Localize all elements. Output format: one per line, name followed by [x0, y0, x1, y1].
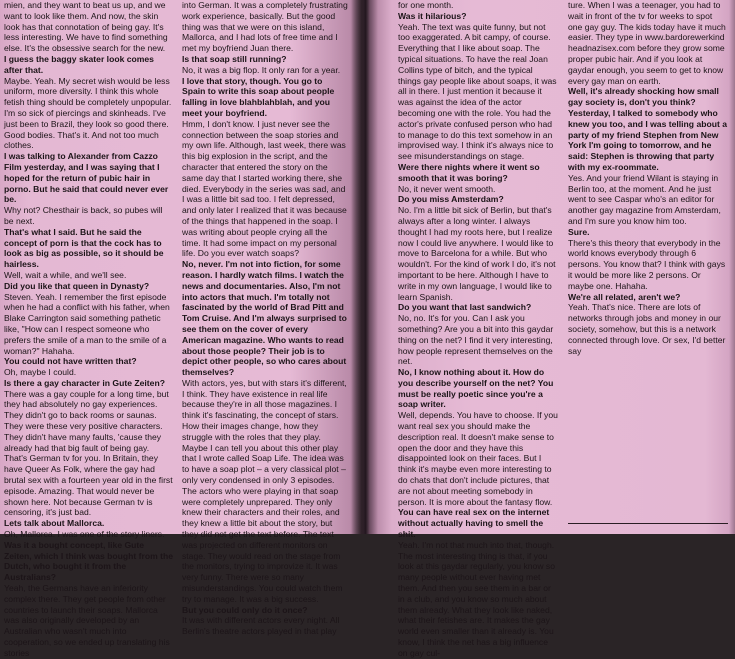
- interview-answer: No, no. It's for you. Can I ask you something? Are you a bit into this gaydar thing on the net? I find it very interesting, how people represent themselves on the net.: [398, 313, 554, 367]
- interview-question: No, never. I'm not into fiction, for some reason. I hardly watch films. I watch the news and documentaries. Also, I'm not into actors that much. I'm totally not fascinated by the world of Brad Pitt and Tom Cruise. And I'm always surprised to see them on the cover of every American magazine. Who wants to read about those people? Their job is to depict other people, so who cares about themselves?: [182, 259, 347, 378]
- interview-answer: There was a gay couple for a long time, but they had absolutely no gay experiences. They didn't go to back rooms or saunas. They were these very positive characters. They didn't have many faults, 'cause they already had that big fault of being gay. That's German tv for you. In Britain, they have Queer As Folk, where the gay had brutal sex with a fourteen year old in the first episode. Amazing. That would never be shown here. Not because German tv is censoring, it's just bad.: [4, 388, 173, 518]
- text-column-3: [398, 0, 558, 658]
- interview-answer: No. I'm a little bit sick of Berlin, but that's always after a long winter. I always thought I had my roots here, but I realize now I could live anywhere. I would like to move to Barcelona for a while. But who wouldn't. For the kind of work I do, it's not important to be here. Although I have to write in my own language, I would like to learn Spanish.: [398, 205, 556, 302]
- interview-answer: Yeah. I'm not that much into that, though. The most interesting thing is that, if you look at this gaydar regularly, you know so many people without ever having met them. And then you see them in a bar or in a club, and you know so much about them already. What they look like naked, what their fetishes are. It makes the gay world even smaller than it already is. You know, I think the net has a big influence on gay cul-: [398, 539, 555, 658]
- interview-question: Well, it's already shocking how small gay society is, don't you think? Yesterday, I talked to somebody who knew you too, and I was telling about a party of my friend Stephen from New York I'm going to tomorrow, and he said: Stephen is throwing that party with my ex-roommate.: [568, 86, 728, 172]
- interview-question: Sure.: [568, 226, 590, 237]
- interview-question: I guess the baggy skater look comes after that.: [4, 53, 154, 75]
- interview-answer: Hmm, I don't know. I just never see the connection between the soap stories and my own life. Although, last week, there was this big explosion in the script, and the character that entered the story on the same day that I started working there, she died. Everybody in the series was sad, and I was a little bit sad too. I felt depressed, and only later I realized that it was because of the things that happened in the soap. I was writing about people crying all the time. It had some impact on my personal life. Do you ever watch soaps?: [182, 118, 347, 259]
- interview-question: Do you want that last sandwich?: [398, 302, 532, 313]
- interview-answer: Steven. Yeah. I remember the first episode when he had a conflict with his father, when Blake Carrington said something pathetic like, "How can I respect someone who prefers the smile of a man to the smile of a woman?" Hahaha.: [4, 291, 170, 356]
- page-gutter: [350, 0, 378, 534]
- interview-answer: Oh, Mallorca. I was one of the story liners.: [4, 529, 165, 540]
- interview-question: Was it a bought concept, like Gute Zeiten, which I think was bought from the Dutch, who bought it from the Australians?: [4, 539, 174, 583]
- text-column-1: [4, 0, 174, 658]
- interview-question: You can have real sex on the internet without actually having to smell the shit.: [398, 507, 550, 540]
- interview-answer: There's this theory that everybody in the world knows everybody through 6 persons. You know that? I think with gays it would be more like 2 persons. Or maybe one. Hahaha.: [568, 237, 726, 291]
- interview-question: Were there nights where it went so smooth that it was boring?: [398, 161, 540, 183]
- interview-answer: ture. When I was a teenager, you had to wait in front of the tv for weeks to spot one gay guy. The kids today have it much easier. They type in www.bardorewerkind headnazisex.com before they grow some proper pubic hair. And if you look at gaydar enough, you seem to get to know every gay man on earth.: [568, 0, 726, 86]
- page-edge: [729, 0, 735, 534]
- interview-question: We're all related, aren't we?: [568, 291, 681, 302]
- interview-answer: for one month.: [398, 0, 454, 10]
- interview-question: You could not have written that?: [4, 356, 137, 367]
- interview-answer: Yes. And your friend Wilant is staying in Berlin too, at the moment. And he just went to see Caspar who's an editor for another gay magazine from Amsterdam, and I'm sure you know him too.: [568, 172, 721, 226]
- interview-answer: Why not? Chesthair is back, so pubes will be next.: [4, 205, 163, 226]
- interview-question: Do you miss Amsterdam?: [398, 194, 504, 205]
- interview-answer: Well, depends. You have to choose. If you want real sex you should make the description real. It doesn't make sense to open the door and they have this disappointed look on their faces. But I think it's maybe even more interesting to do chats that don't include pictures, that are not about meeting somebody in person. It is more about the fantasy flow.: [398, 410, 558, 507]
- interview-answer: Oh, maybe I could.: [4, 367, 77, 378]
- interview-question: I love that story, though. You go to Spain to write this soap about people falling in love blahblahblah, and you meet your boyfriend.: [182, 75, 335, 118]
- interview-question: I was talking to Alexander from Cazzo Film yesterday, and I was saying that I hoped for the return of pubic hair in porno. But he said that could never ever be.: [4, 151, 169, 205]
- text-column-4: [568, 0, 728, 534]
- interview-answer: No, it never went smooth.: [398, 183, 496, 194]
- interview-answer: Yeah. The text was quite funny, but not too exaggerated. A bit campy, of course. Everything that I like about soap. The typical situations. To have the real Joan Collins type of bitch, and the typical things gay people like about soaps, it was all in there. I just mention it because it was against the idea of the actor becoming one with the role. You had the actor's private confused person who had to manage to do this text somehow in an improvised way. I think it's always nice to see misunderstandings on stage.: [398, 21, 557, 162]
- text-column-2: [182, 0, 348, 637]
- interview-question: Lets talk about Mallorca.: [4, 518, 105, 529]
- interview-answer: Yeah. That's nice. There are lots of networks through jobs and money in our society, somehow, but this is a network connected through love. Or sex, I'd better say: [568, 302, 726, 356]
- interview-answer: No, it was a big flop. It only ran for a year.: [182, 64, 341, 75]
- column-end-rule: [568, 523, 728, 524]
- interview-answer: Maybe. Yeah. My secret wish would be less uniform, more diversity. I think this whole fetish thing should be completely unpopular. I'm so sick of piercings and skinheads. I've just been to Brazil, they look so good there. Good bodies. That's it. And not too much clothes.: [4, 75, 172, 151]
- interview-answer: into German. It was a completely frustrating work experience, basically. But the good thing was that we were on this island, Mallorca, and I had lots of free time and I met my boyfriend Juan there.: [182, 0, 348, 54]
- interview-answer: mien, and they want to beat us up, and we want to look like them. And now, the skin look has that connotation of being gay. It's less interesting. We have to find something else. It's the obsessive search for the new.: [4, 0, 168, 54]
- interview-answer: With actors, yes, but with stars it's different, I think. They have existence in real life because they're in all those magazines. I think it's fascinating, the concept of stars. How their images change, how they struggle with the roles that they play. Maybe I can tell you about this other play that I wrote called Soap Life. The idea was to have a soap plot – a very classical plot – only very condensed in only 3 episodes. The actors who were playing in that soap were completely unprepared. They only knew their characters and their roles, and they knew a little bit about the story, but they did not get the text before. The text was projected on different monitors on stage. They would read on the stage from the monitors, trying to improvize it. It was very funny. There were so many misunderstandings. You could watch them try to manage. It was a big success.: [182, 377, 347, 604]
- interview-answer: Well, wait a while, and we'll see.: [4, 269, 127, 280]
- interview-answer: It was with different actors every night. All Berlin's theatre actors played in that play: [182, 615, 340, 637]
- interview-question: That's what I said. But he said the concept of porn is that the cock has to look as big as possible, so it should be hairless.: [4, 226, 164, 270]
- interview-question: Did you like that queen in Dynasty?: [4, 280, 150, 291]
- interview-question: No, I know nothing about it. How do you describe yourself on the net? You must be really poetic since you're a soap writer.: [398, 367, 554, 410]
- interview-question: Is that soap still running?: [182, 53, 287, 64]
- interview-question: But you could only do it once?: [182, 604, 308, 615]
- interview-question: Was it hilarious?: [398, 10, 467, 21]
- interview-answer: Yeah, the Germans have an inferiority complex there. They get people from other countries to launch their soaps. Mallorca was also originally developed by an Australian who wasn't much into cooperation, so we ended up translating his stories: [4, 583, 170, 658]
- interview-question: Is there a gay character in Gute Zeiten?: [4, 377, 165, 388]
